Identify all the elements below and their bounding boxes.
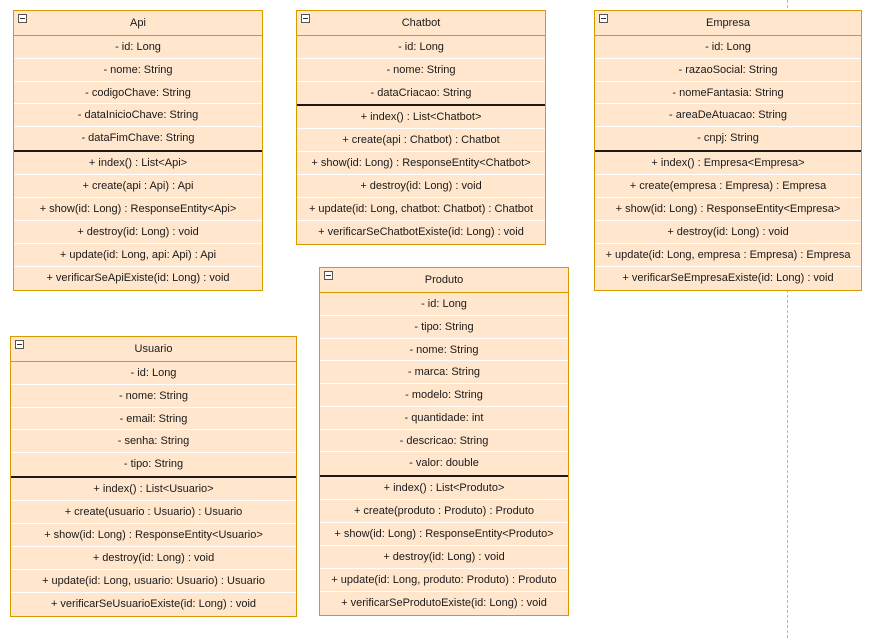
methods-section [595, 152, 861, 290]
method-row[interactable]: + destroy(id: Long) : void [297, 175, 545, 198]
attribute-row[interactable]: - nome: String [320, 339, 568, 362]
attribute-row[interactable]: - tipo: String [320, 316, 568, 339]
class-header[interactable] [595, 11, 861, 36]
class-produto[interactable] [319, 267, 569, 616]
attribute-row[interactable]: - dataCriacao: String [297, 82, 545, 105]
attributes-section [11, 362, 296, 476]
method-row[interactable]: + destroy(id: Long) : void [595, 221, 861, 244]
methods-section [297, 106, 545, 244]
method-row[interactable]: + destroy(id: Long) : void [11, 547, 296, 570]
attributes-section [320, 293, 568, 475]
class-name: Usuario [134, 343, 173, 355]
attribute-row[interactable]: - id: Long [11, 362, 296, 385]
attribute-row[interactable]: - codigoChave: String [14, 82, 262, 105]
method-row[interactable]: + index() : List<Produto> [320, 477, 568, 500]
collapse-icon[interactable] [324, 271, 333, 280]
methods-section [320, 477, 568, 615]
method-row[interactable]: + show(id: Long) : ResponseEntity<Usuario> [11, 524, 296, 547]
attribute-row[interactable]: - cnpj: String [595, 127, 861, 150]
method-row[interactable]: + verificarSeChatbotExiste(id: Long) : void [297, 221, 545, 244]
method-row[interactable]: + verificarSeApiExiste(id: Long) : void [14, 267, 262, 290]
attribute-row[interactable]: - modelo: String [320, 384, 568, 407]
attribute-row[interactable]: - email: String [11, 408, 296, 431]
method-row[interactable]: + index() : List<Chatbot> [297, 106, 545, 129]
class-chatbot[interactable] [296, 10, 546, 245]
method-row[interactable]: + create(api : Chatbot) : Chatbot [297, 129, 545, 152]
method-row[interactable]: + show(id: Long) : ResponseEntity<Empresa> [595, 198, 861, 221]
attributes-section [595, 36, 861, 150]
method-row[interactable]: + index() : Empresa<Empresa> [595, 152, 861, 175]
attribute-row[interactable]: - marca: String [320, 361, 568, 384]
method-row[interactable]: + create(api : Api) : Api [14, 175, 262, 198]
class-header[interactable] [320, 268, 568, 293]
method-row[interactable]: + show(id: Long) : ResponseEntity<Produto> [320, 523, 568, 546]
method-row[interactable]: + update(id: Long, produto: Produto) : Produto [320, 569, 568, 592]
class-name: Produto [424, 274, 464, 286]
method-row[interactable]: + create(empresa : Empresa) : Empresa [595, 175, 861, 198]
class-name: Empresa [705, 17, 751, 29]
attribute-row[interactable]: - areaDeAtuacao: String [595, 104, 861, 127]
method-row[interactable]: + update(id: Long, api: Api) : Api [14, 244, 262, 267]
method-row[interactable]: + show(id: Long) : ResponseEntity<Api> [14, 198, 262, 221]
attribute-row[interactable]: - descricao: String [320, 430, 568, 453]
collapse-icon[interactable] [599, 14, 608, 23]
attribute-row[interactable]: - id: Long [595, 36, 861, 59]
methods-section [14, 152, 262, 290]
collapse-icon[interactable] [301, 14, 310, 23]
attribute-row[interactable]: - nome: String [297, 59, 545, 82]
attribute-row[interactable]: - valor: double [320, 452, 568, 475]
method-row[interactable]: + destroy(id: Long) : void [14, 221, 262, 244]
method-row[interactable]: + update(id: Long, usuario: Usuario) : Usuario [11, 570, 296, 593]
attribute-row[interactable]: - quantidade: int [320, 407, 568, 430]
attribute-row[interactable]: - id: Long [297, 36, 545, 59]
method-row[interactable]: + update(id: Long, empresa : Empresa) : Empresa [595, 244, 861, 267]
class-api[interactable] [13, 10, 263, 291]
collapse-icon[interactable] [15, 340, 24, 349]
attribute-row[interactable]: - razaoSocial: String [595, 59, 861, 82]
method-row[interactable]: + index() : List<Usuario> [11, 478, 296, 501]
method-row[interactable]: + index() : List<Api> [14, 152, 262, 175]
class-usuario[interactable] [10, 336, 297, 617]
class-name: Chatbot [401, 17, 441, 29]
method-row[interactable]: + create(produto : Produto) : Produto [320, 500, 568, 523]
attribute-row[interactable]: - tipo: String [11, 453, 296, 476]
attribute-row[interactable]: - id: Long [14, 36, 262, 59]
method-row[interactable]: + show(id: Long) : ResponseEntity<Chatbot> [297, 152, 545, 175]
method-row[interactable]: + verificarSeUsuarioExiste(id: Long) : void [11, 593, 296, 616]
method-row[interactable]: + create(usuario : Usuario) : Usuario [11, 501, 296, 524]
method-row[interactable]: + verificarSeEmpresaExiste(id: Long) : void [595, 267, 861, 290]
class-header[interactable] [14, 11, 262, 36]
class-name: Api [130, 17, 146, 29]
methods-section [11, 478, 296, 616]
method-row[interactable]: + update(id: Long, chatbot: Chatbot) : Chatbot [297, 198, 545, 221]
attribute-row[interactable]: - dataFimChave: String [14, 127, 262, 150]
method-row[interactable]: + destroy(id: Long) : void [320, 546, 568, 569]
attribute-row[interactable]: - dataInicioChave: String [14, 104, 262, 127]
class-empresa[interactable] [594, 10, 862, 291]
attribute-row[interactable]: - nome: String [14, 59, 262, 82]
class-header[interactable] [297, 11, 545, 36]
collapse-icon[interactable] [18, 14, 27, 23]
attribute-row[interactable]: - senha: String [11, 430, 296, 453]
class-header[interactable] [11, 337, 296, 362]
method-row[interactable]: + verificarSeProdutoExiste(id: Long) : void [320, 592, 568, 615]
attribute-row[interactable]: - nomeFantasia: String [595, 82, 861, 105]
attribute-row[interactable]: - nome: String [11, 385, 296, 408]
attributes-section [297, 36, 545, 104]
attribute-row[interactable]: - id: Long [320, 293, 568, 316]
attributes-section [14, 36, 262, 150]
